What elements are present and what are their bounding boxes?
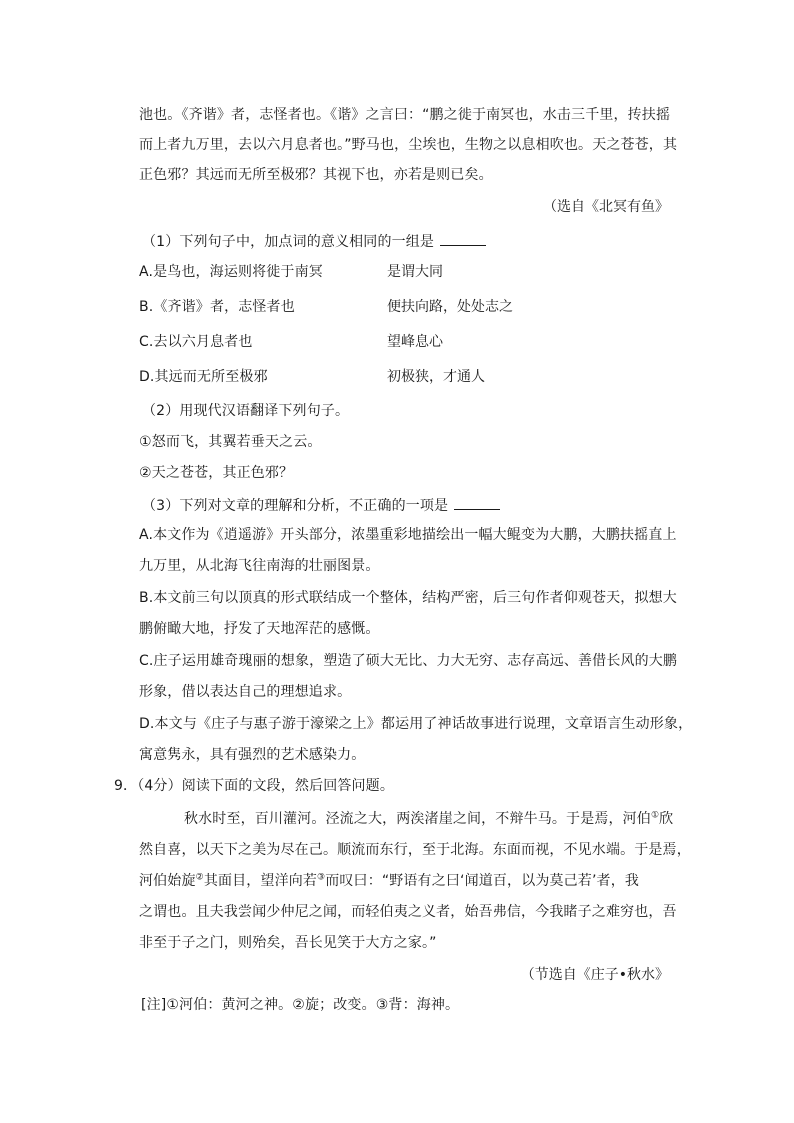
q3-option-d-line-2: 寓意隽永，具有强烈的艺术感染力。 (139, 747, 366, 763)
q1-option-d-compare: 初极狭，才通人 (387, 369, 485, 385)
q9-annotation: [注]①河伯：黄河之神。②旋；改变。③背：海神。 (141, 997, 460, 1013)
q9-passage-line-5: 非至于子之门，则殆矣，吾长见笑于大方之家。” (139, 935, 437, 951)
q1-answer-blank[interactable] (440, 231, 486, 246)
q9-passage-line-4: 之谓也。且夫我尝闻少仲尼之闻，而轻伯夷之义者，始吾弗信，今我睹子之难穷也，吾 (139, 904, 677, 920)
q9-number: 9． (114, 778, 138, 794)
q1-option-a: A.是鸟也，海运则将徙于南冥 (139, 264, 323, 280)
q3-option-d-line-1: D.本文与《庄子与惠子游于濠梁之上》都运用了神话故事进行说理，文章语言生动形象， (139, 716, 693, 732)
passage-source: （选自《北冥有鱼》 (543, 199, 669, 215)
passage-line-3: 正色邪？其远而无所至极邪？其视下也，亦若是则已矣。 (139, 167, 493, 183)
q9-stem: （4分）阅读下面的文段，然后回答问题。 (137, 778, 394, 794)
q1-option-b-compare: 便扶向路，处处志之 (387, 299, 513, 315)
passage-line-2: 而上者九万里，去以六月息者也。”野马也，尘埃也，生物之以息相吹也。天之苍苍，其 (139, 137, 678, 153)
q2-item-1: ①怒而飞，其翼若垂天之云。 (139, 434, 322, 450)
q3-answer-blank[interactable] (454, 495, 500, 510)
note-mark-3: ③ (317, 872, 326, 883)
q9-passage-line-2: 然自喜，以天下之美为尽在己。顺流而东行，至于北海。东面而视，不见水端。于是焉， (139, 842, 691, 858)
q1-option-d: D.其远而无所至极邪 (139, 369, 268, 385)
q3-option-a-line-2: 九万里，从北海飞往南海的壮丽图景。 (139, 558, 380, 574)
q1-option-c-compare: 望峰息心 (387, 334, 443, 350)
q9-passage-line-3: 河伯始旋②其面目，望洋向若③而叹曰：“野语有之曰‘闻道百，以为莫己若’者，我 (139, 872, 640, 889)
q3-option-c-line-2: 形象，借以表达自己的理想追求。 (139, 684, 352, 700)
q3-option-c-line-1: C.庄子运用雄奇瑰丽的想象，塑造了硕大无比、力大无穷、志存高远、善借长风的大鹏 (139, 653, 678, 669)
q1-stem: （1）下列句子中，加点词的意义相同的一组是 (142, 231, 682, 251)
q3-option-b-line-1: B.本文前三句以顶真的形式联结成一个整体，结构严密，后三句作者仰观苍天，拟想大 (139, 590, 677, 606)
q3-stem: （3）下列对文章的理解和分析，不正确的一项是 (142, 495, 682, 515)
q3-option-b-line-2: 鹏俯瞰大地，抒发了天地浑茫的感慨。 (139, 621, 380, 637)
passage-line-1: 池也。《齐谐》者，志怪者也。《谐》之言曰：“鹏之徙于南冥也，水击三千里，抟扶摇 (139, 107, 671, 123)
note-mark-2: ② (195, 872, 204, 883)
q1-option-b: B.《齐谐》者，志怪者也 (139, 299, 295, 315)
q3-option-a-line-1: A.本文作为《逍遥游》开头部分，浓墨重彩地描绘出一幅大鲲变为大鹏，大鹏扶摇直上 (139, 527, 677, 543)
note-mark-1: ① (650, 810, 660, 821)
q9-passage-line-1: 秋水时至，百川灌河。泾流之大，两涘渚崖之间，不辩牛马。于是焉，河伯①欣 (184, 810, 674, 827)
q9-heading (114, 777, 654, 795)
q2-item-2: ②天之苍苍，其正色邪？ (139, 465, 294, 481)
q1-option-c: C.去以六月息者也 (139, 334, 253, 350)
q1-option-a-compare: 是谓大同 (387, 264, 443, 280)
q2-stem: （2）用现代汉语翻译下列句子。 (142, 403, 350, 419)
q9-source: （节选自《庄子•秋水》 (520, 967, 669, 983)
